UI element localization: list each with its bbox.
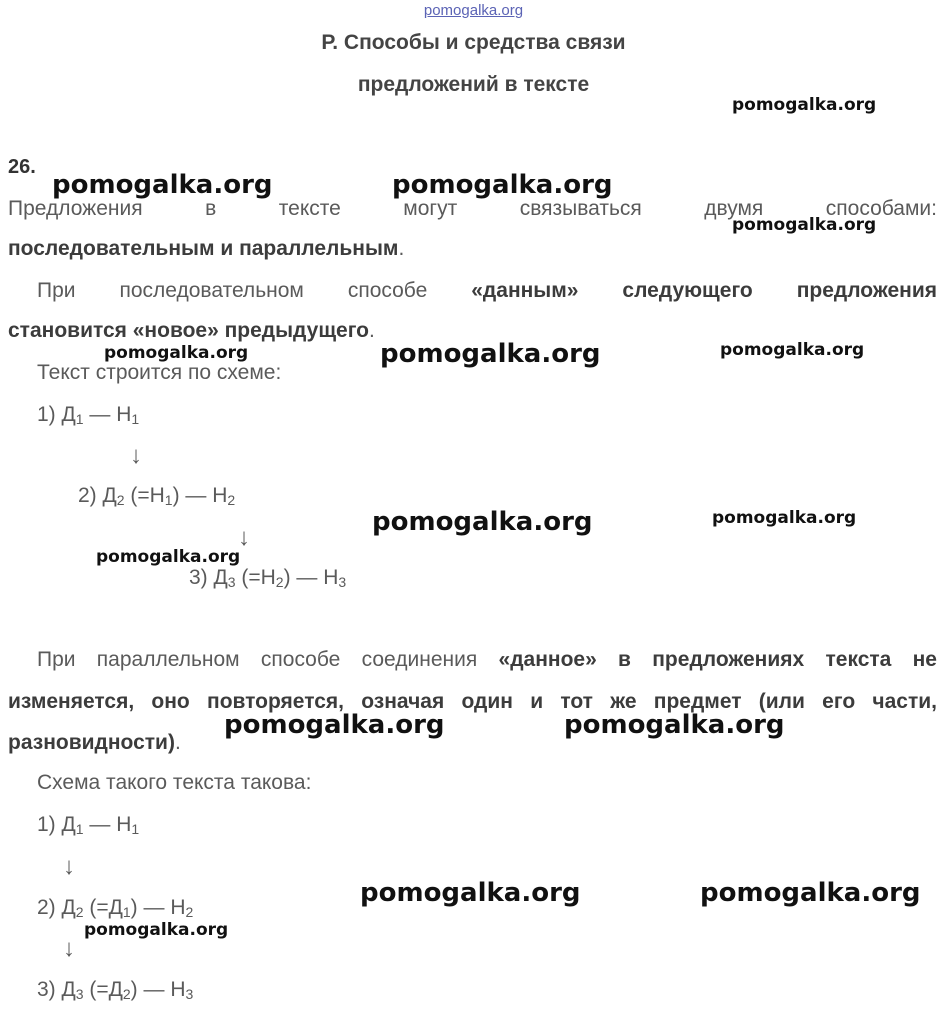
scheme-2-row-3: 3) $Д_3$ $(=Д_2)$ — $Н_3$ (37, 978, 194, 1002)
section-title-line2: предложений в тексте (357, 73, 590, 96)
scheme-2-row-1: 1) $Д_1$ — $Н_1$ (37, 813, 140, 837)
scheme-1-row-3: 3) $Д_3$ $(=Н_2)$ — $Н_3$ (189, 566, 347, 590)
watermark: pomogalka.org (52, 170, 273, 200)
bold-text: «данным» следующего предложения (471, 279, 937, 302)
scheme-2-row-2: 2) $Д_2$ $(=Д_1)$ — $Н_2$ (37, 896, 194, 920)
bold-text: разновидности) (8, 731, 175, 754)
scheme-1-row-2: 2) $Д_2$ $(=Н_1)$ — $Н_2$ (78, 484, 236, 508)
paragraph-1-line2 (8, 237, 937, 261)
arrow-down-icon: ↓ (63, 853, 75, 880)
watermark: pomogalka.org (224, 710, 445, 740)
text: При параллельном способе соединения (37, 648, 478, 671)
site-link[interactable]: pomogalka.org (423, 2, 524, 19)
bold-text: последовательным и параллельным (8, 237, 399, 260)
watermark: pomogalka.org (732, 95, 877, 115)
paragraph-4-line1 (37, 648, 937, 672)
watermark: pomogalka.org (732, 215, 877, 235)
watermark: pomogalka.org (712, 508, 857, 528)
section-title-line1: Р. Способы и средства связи (321, 31, 626, 54)
watermark: pomogalka.org (564, 710, 785, 740)
paragraph-2-line1 (37, 279, 937, 303)
paragraph-1-line1: Предложения в тексте могут связываться двумя способами: (8, 197, 937, 220)
text: . (398, 237, 405, 260)
bold-text: «данное» в предложениях текста не (498, 648, 937, 671)
text: . (369, 319, 375, 342)
watermark: pomogalka.org (360, 878, 581, 908)
arrow-down-icon: ↓ (238, 524, 250, 551)
watermark: pomogalka.org (392, 170, 613, 200)
watermark: pomogalka.org (104, 343, 249, 363)
watermark: pomogalka.org (84, 920, 229, 940)
paragraph-4-line2 (8, 690, 937, 714)
bold-text: изменяется, оно повторяется, (8, 690, 344, 713)
watermark: pomogalka.org (372, 507, 593, 537)
watermark: pomogalka.org (700, 878, 921, 908)
arrow-down-icon: ↓ (130, 442, 142, 469)
watermark: pomogalka.org (380, 339, 601, 369)
watermark: pomogalka.org (720, 340, 865, 360)
paragraph-5: Схема такого текста такова: (37, 771, 312, 794)
paragraph-4-line3 (8, 731, 937, 755)
arrow-down-icon: ↓ (63, 935, 75, 962)
scheme-1-row-1: 1) $Д_1$ — $Н_1$ (37, 403, 140, 427)
bold-text: становится «новое» предыдущего (8, 319, 370, 342)
paragraph-3: Текст строится по схеме: (37, 361, 282, 384)
text: При последовательном способе (37, 279, 428, 302)
bold-text: означая один и тот же предмет (или его части, (361, 690, 938, 713)
text: . (174, 731, 181, 754)
watermark: pomogalka.org (96, 547, 241, 567)
exercise-number: 26. (8, 156, 36, 178)
